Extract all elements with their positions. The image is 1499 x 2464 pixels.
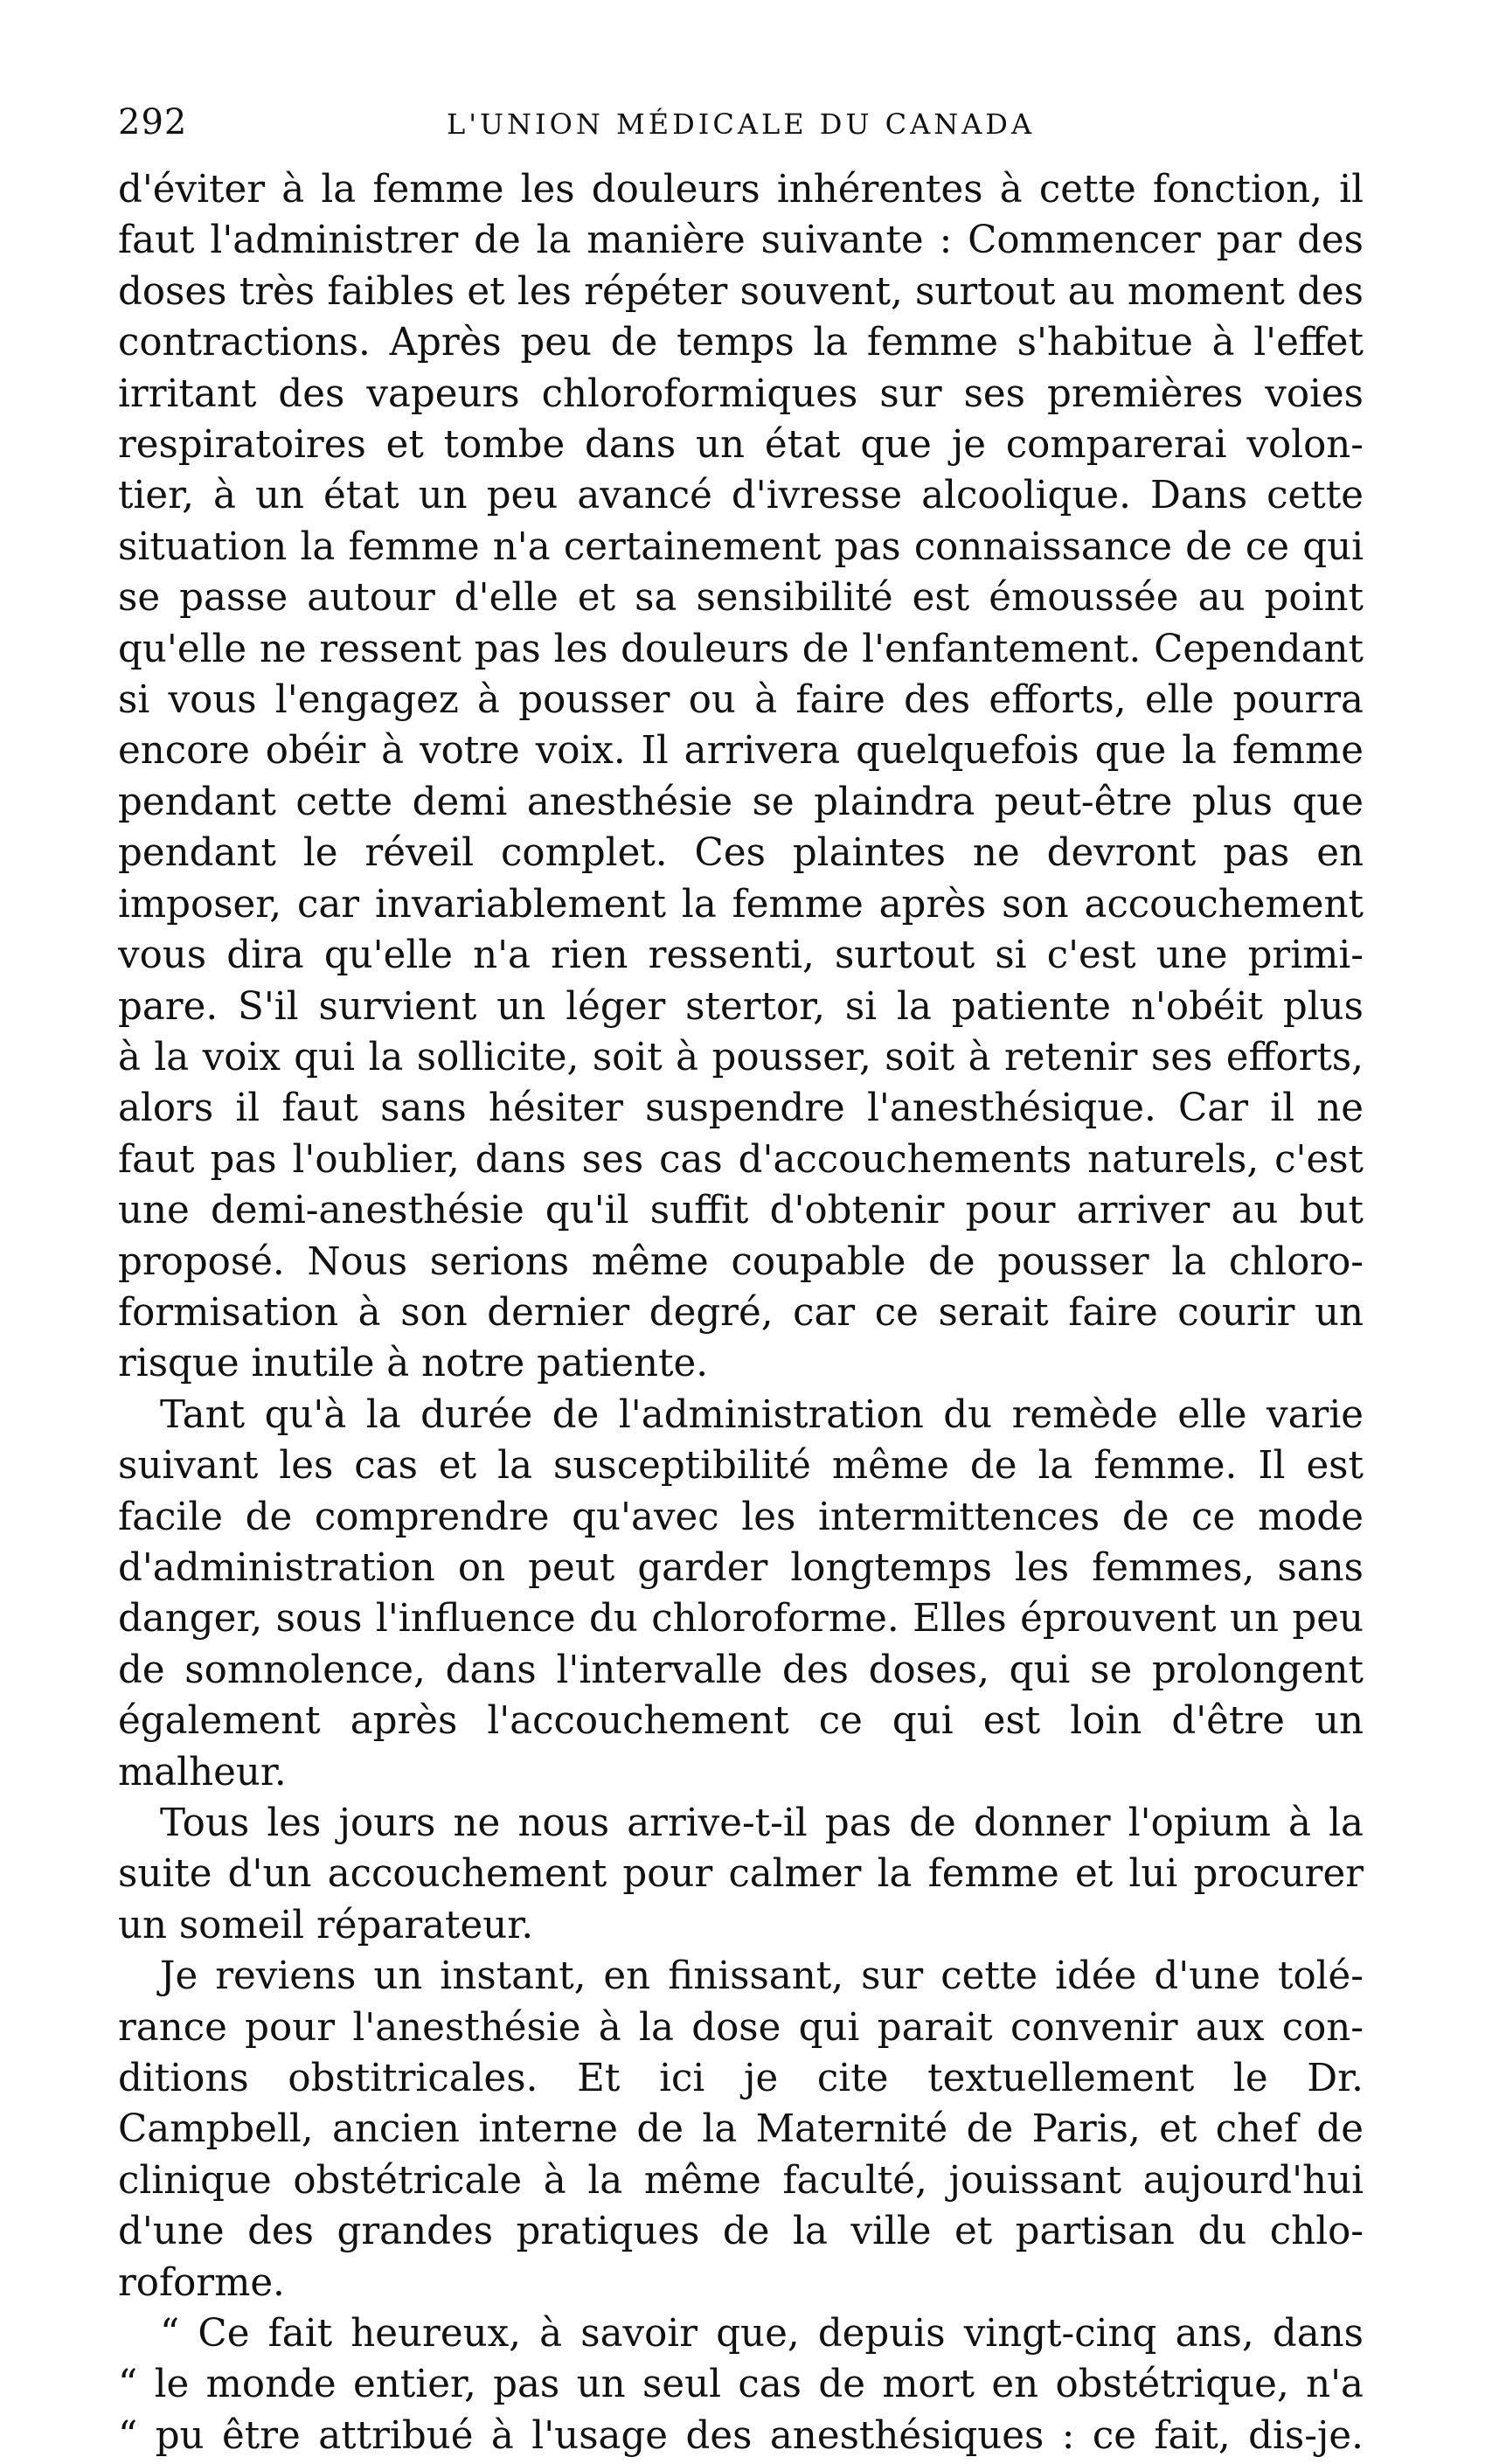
text-line: pare. S'il survient un léger stertor, si la patiente n'obéit plus xyxy=(118,984,1364,1029)
text-line: roforme. xyxy=(118,2260,285,2305)
text-line: encore obéir à votre voix. Il arrivera quelquefois que la femme xyxy=(118,729,1364,774)
text-line: pendant cette demi anesthésie se plaindra peut-être plus que xyxy=(118,780,1364,824)
text-line: suite d'un accouchement pour calmer la femme et lui procurer xyxy=(118,1852,1364,1897)
text-line: qu'elle ne ressent pas les douleurs de l'enfantement. Cependant xyxy=(118,627,1364,671)
text-line: un someil réparateur. xyxy=(118,1903,534,1947)
text-line: si vous l'engagez à pousser ou à faire des efforts, elle pourra xyxy=(118,678,1364,723)
text-line: doses très faibles et les répéter souvent, surtout au moment des xyxy=(118,269,1364,314)
text-line: également après l'accouchement ce qui est loin d'être un xyxy=(118,1699,1364,1744)
text-line: d'une des grandes pratiques de la ville et partisan du chlo- xyxy=(118,2210,1364,2254)
text-line: contractions. Après peu de temps la femme s'habitue à l'effet xyxy=(118,321,1364,365)
text-line: “ Ce fait heureux, à savoir que, depuis vingt-cinq ans, dans xyxy=(160,2312,1364,2356)
text-line: de somnolence, dans l'intervalle des doses, qui se prolongent xyxy=(118,1648,1364,1692)
text-line: faut pas l'oublier, dans ses cas d'accouchements naturels, c'est xyxy=(118,1137,1364,1182)
text-line: ditions obstitricales. Et ici je cite textuellement le Dr. xyxy=(118,2057,1364,2101)
running-head xyxy=(118,103,1364,164)
text-line: “ pu être attribué à l'usage des anesthésiques : ce fait, dis-je. xyxy=(118,2413,1364,2458)
journal-title: L'UNION MÉDICALE DU CANADA xyxy=(446,108,1036,141)
text-line: risque inutile à notre patiente. xyxy=(118,1342,709,1386)
text-line: Je reviens un instant, en finissant, sur cette idée d'une tolé- xyxy=(160,1954,1364,1999)
text-line: rance pour l'anesthésie à la dose qui parait convenir aux con- xyxy=(118,2005,1364,2050)
text-line: irritant des vapeurs chloroformiques sur ses premières voies xyxy=(118,371,1364,416)
text-line: d'éviter à la femme les douleurs inhérentes à cette fonction, il xyxy=(118,168,1364,212)
paragraph xyxy=(118,1390,1364,1798)
text-line: faut l'administrer de la manière suivante : Commencer par des xyxy=(118,219,1364,263)
paragraph xyxy=(118,1798,1364,1951)
text-line: respiratoires et tombe dans un état que je comparerai volon- xyxy=(118,423,1364,468)
text-line: “ le monde entier, pas un seul cas de mort en obstétrique, n'a xyxy=(118,2363,1364,2407)
page-number: 292 xyxy=(118,102,188,142)
text-line: Campbell, ancien interne de la Maternité de Paris, et chef de xyxy=(118,2107,1364,2152)
text-line: proposé. Nous serions même coupable de pousser la chloro- xyxy=(118,1239,1364,1284)
text-line: situation la femme n'a certainement pas connaissance de ce qui xyxy=(118,524,1364,569)
paragraph xyxy=(118,2308,1364,2461)
text-line: facile de comprendre qu'avec les intermittences de ce mode xyxy=(118,1495,1364,1539)
text-line: se passe autour d'elle et sa sensibilité est émoussée au point xyxy=(118,576,1364,621)
text-line: pendant le réveil complet. Ces plaintes ne devront pas en xyxy=(118,831,1364,876)
text-line: d'administration on peut garder longtemps les femmes, sans xyxy=(118,1545,1364,1590)
paragraph xyxy=(118,164,1364,1390)
text-line: vous dira qu'elle n'a rien ressenti, surtout si c'est une primi- xyxy=(118,934,1364,978)
text-line: alors il faut sans hésiter suspendre l'anesthésique. Car il ne xyxy=(118,1086,1364,1131)
text-line: imposer, car invariablement la femme après son accouchement xyxy=(118,882,1364,927)
text-line: danger, sous l'influence du chloroforme. Elles éprouvent un peu xyxy=(118,1597,1364,1642)
text-line: clinique obstétricale à la même faculté, jouissant aujourd'hui xyxy=(118,2158,1364,2203)
document-page xyxy=(118,103,1364,2461)
text-line: une demi-anesthésie qu'il suffit d'obtenir pour arriver au but xyxy=(118,1189,1364,1233)
text-line: suivant les cas et la susceptibilité même de la femme. Il est xyxy=(118,1444,1364,1489)
text-line: formisation à son dernier degré, car ce serait faire courir un xyxy=(118,1290,1364,1335)
paragraph xyxy=(118,1951,1364,2308)
text-line: tier, à un état un peu avancé d'ivresse alcoolique. Dans cette xyxy=(118,474,1364,518)
text-line: Tant qu'à la durée de l'administration du remède elle varie xyxy=(160,1392,1364,1437)
text-line: à la voix qui la sollicite, soit à pousser, soit à retenir ses efforts, xyxy=(118,1035,1364,1079)
text-line: malheur. xyxy=(118,1750,287,1794)
text-line: Tous les jours ne nous arrive-t-il pas de donner l'opium à la xyxy=(160,1801,1364,1845)
body-text xyxy=(118,164,1364,2461)
